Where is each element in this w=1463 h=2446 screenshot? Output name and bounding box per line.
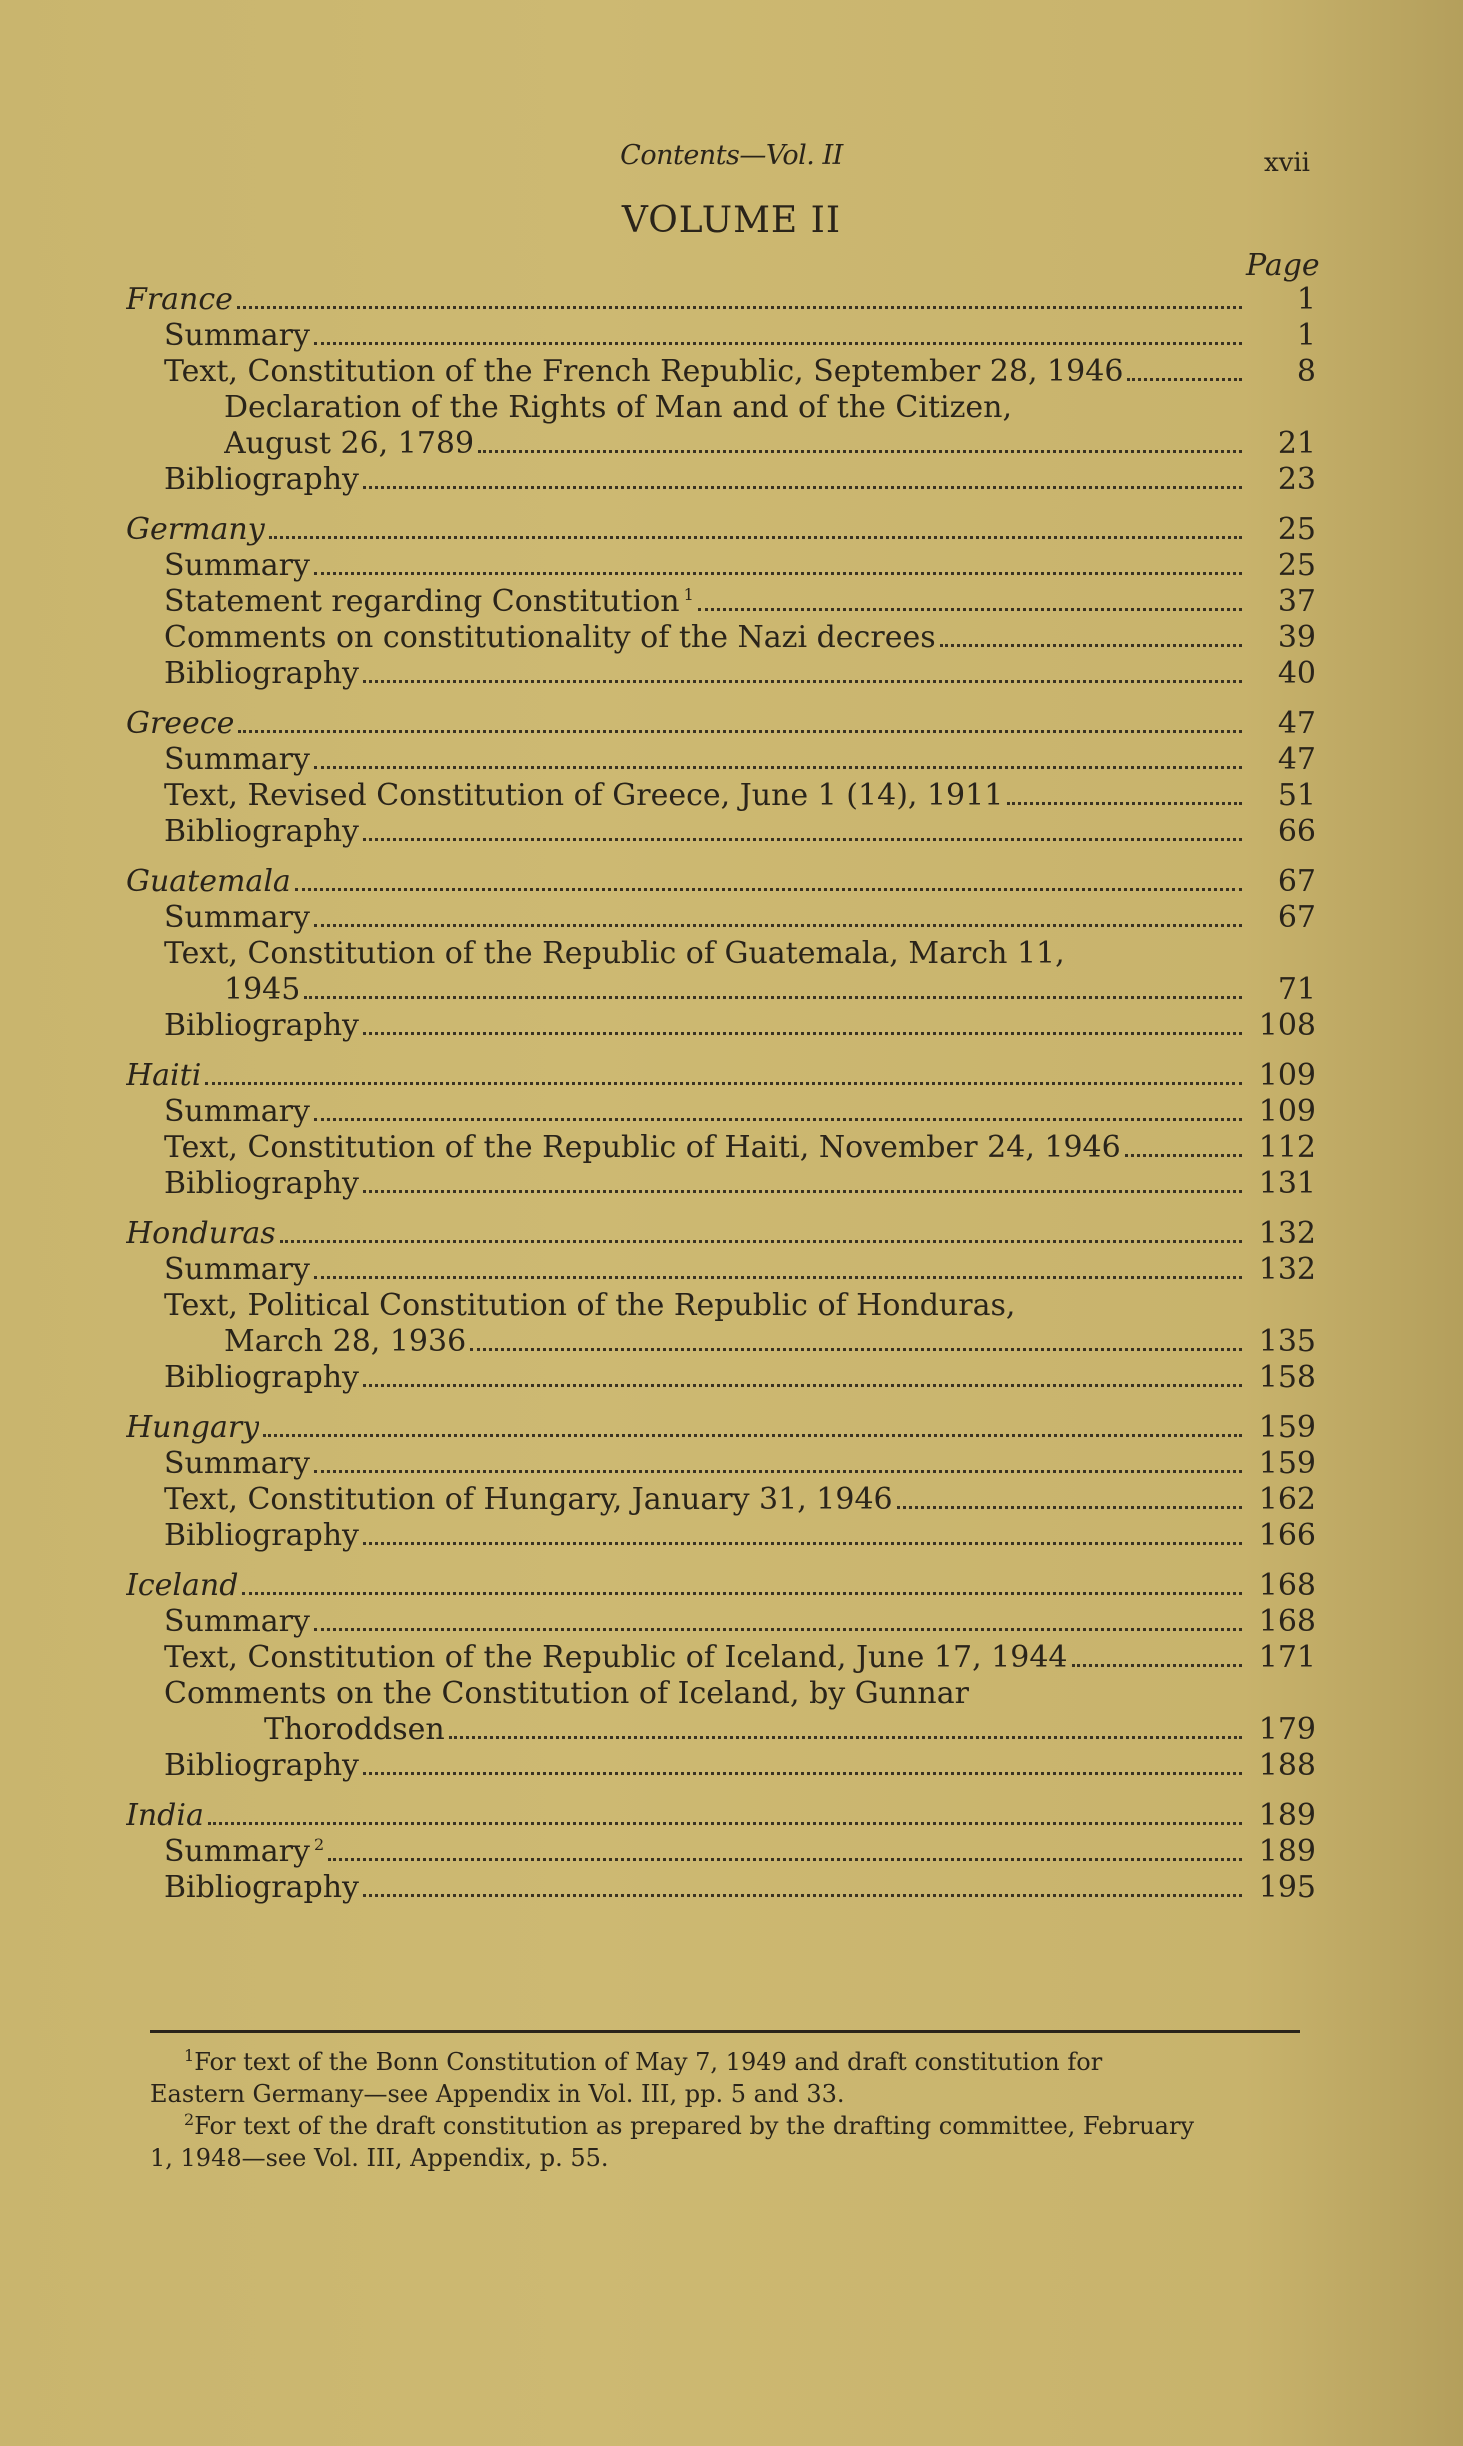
dot-leader: [314, 1628, 1242, 1631]
entry-label: [126, 1216, 276, 1252]
entry-text: Summary: [164, 1604, 310, 1639]
country-heading: [126, 512, 1316, 548]
entry-label: [164, 1482, 893, 1518]
footnote-ref: 1: [683, 585, 694, 604]
dot-leader: [295, 888, 1242, 891]
entry-label: [126, 512, 265, 548]
page-number: 168: [1258, 1568, 1316, 1603]
entry-text: Bibliography: [164, 656, 359, 691]
toc-section: [126, 1568, 1316, 1784]
dot-leader: [237, 306, 1242, 309]
page-number: 112: [1258, 1130, 1316, 1165]
toc-entry: [126, 1518, 1316, 1554]
page-number: 21: [1277, 426, 1316, 461]
entry-label: [164, 1834, 324, 1870]
page-number: 37: [1277, 584, 1316, 619]
page-column-label: Page: [1246, 248, 1320, 283]
dot-leader: [314, 924, 1242, 927]
dot-leader: [940, 644, 1242, 647]
toc-entry: [126, 462, 1316, 498]
country-heading: [126, 706, 1316, 742]
entry-text: Summary: [164, 318, 310, 353]
entry-text: Statement regarding Constitution: [164, 584, 680, 619]
entry-text: Text, Constitution of the Republic of Iceland, June 17, 1944: [164, 1640, 1068, 1675]
toc-entry: [126, 1482, 1316, 1518]
dot-leader: [363, 1190, 1242, 1193]
dot-leader: [363, 838, 1242, 841]
toc-entry: [126, 1834, 1316, 1870]
dot-leader: [363, 1032, 1242, 1035]
entry-first-line: Text, Constitution of the Republic of Guatemala, March 11,: [164, 936, 1065, 971]
entry-label: [126, 706, 234, 742]
dot-leader: [363, 1894, 1242, 1897]
entry-text: Text, Constitution of the French Republic, September 28, 1946: [164, 354, 1124, 389]
dot-leader: [1127, 378, 1242, 381]
page-number: 25: [1277, 548, 1316, 583]
entry-text: Guatemala: [126, 864, 291, 899]
dot-leader: [1007, 802, 1242, 805]
entry-label: [164, 462, 359, 498]
toc-entry: [126, 1640, 1316, 1676]
entry-text: Bibliography: [164, 462, 359, 497]
toc-entry: [126, 1130, 1316, 1166]
country-heading: [126, 864, 1316, 900]
dot-leader: [363, 486, 1242, 489]
entry-text: Honduras: [126, 1216, 276, 1251]
page-number: 39: [1277, 620, 1316, 655]
entry-label: [164, 778, 1003, 814]
footnote-line: 1, 1948—see Vol. III, Appendix, p. 55.: [150, 2144, 609, 2172]
dot-leader: [314, 1276, 1242, 1279]
toc-entry: [126, 1712, 1316, 1748]
dot-leader: [205, 1082, 1242, 1085]
page-number: 158: [1258, 1360, 1316, 1395]
toc-entry: [126, 426, 1316, 462]
footnote-rule: [150, 2030, 1300, 2033]
page-number: 162: [1258, 1482, 1316, 1517]
entry-first-line: Text, Political Constitution of the Republic of Honduras,: [164, 1288, 1016, 1323]
toc-entry: [126, 584, 1316, 620]
entry-label: [164, 1094, 310, 1130]
footnote-line: [150, 2046, 1310, 2078]
dot-leader: [314, 1118, 1242, 1121]
toc-entry: [126, 548, 1316, 584]
page-number: 159: [1258, 1446, 1316, 1481]
entry-text: Summary: [164, 1094, 310, 1129]
entry-text: Comments on constitutionality of the Nazi decrees: [164, 620, 936, 655]
entry-label: [164, 1360, 359, 1396]
toc-entry: [126, 1166, 1316, 1202]
toc-section: [126, 1216, 1316, 1396]
entry-text: Summary: [164, 900, 310, 935]
page-number: 1: [1296, 282, 1316, 317]
page-column-header: [126, 248, 1320, 283]
entry-text: Bibliography: [164, 1166, 359, 1201]
entry-label: [164, 1748, 359, 1784]
toc-entry: [126, 1748, 1316, 1784]
toc-entry: [126, 972, 1316, 1008]
dot-leader: [1072, 1664, 1242, 1667]
dot-leader: [363, 1384, 1242, 1387]
dot-leader: [314, 1470, 1242, 1473]
dot-leader: [478, 450, 1242, 453]
entry-label: [164, 1518, 359, 1554]
entry-label: [264, 1712, 445, 1748]
toc-entry: [126, 1008, 1316, 1044]
entry-label: [164, 1008, 359, 1044]
entry-text: Text, Constitution of the Republic of Haiti, November 24, 1946: [164, 1130, 1121, 1165]
entry-text: Summary: [164, 742, 310, 777]
page-number: 1: [1296, 318, 1316, 353]
footnote-text: For text of the draft constitution as prepared by the drafting committee, February: [194, 2112, 1194, 2140]
page-number: 131: [1258, 1166, 1316, 1201]
entry-text: Bibliography: [164, 1518, 359, 1553]
dot-leader: [363, 680, 1242, 683]
entry-label: [164, 1252, 310, 1288]
entry-text: Bibliography: [164, 1748, 359, 1783]
dot-leader: [208, 1822, 1242, 1825]
entry-text: Summary: [164, 548, 310, 583]
page-number: 166: [1258, 1518, 1316, 1553]
toc-section: [126, 706, 1316, 850]
entry-text: Greece: [126, 706, 235, 741]
entry-text: Bibliography: [164, 814, 359, 849]
page-number: 40: [1277, 656, 1316, 691]
toc-section: [126, 282, 1316, 498]
toc-entry: [126, 1360, 1316, 1396]
entry-label: [164, 656, 359, 692]
entry-label: [126, 1798, 204, 1834]
page-number: 189: [1258, 1834, 1316, 1869]
toc-section: [126, 1410, 1316, 1554]
dot-leader: [363, 1542, 1242, 1545]
entry-label: [164, 900, 310, 936]
toc-entry: [126, 620, 1316, 656]
entry-text: Iceland: [126, 1568, 239, 1603]
volume-title: VOLUME II: [621, 200, 842, 241]
entry-text: Hungary: [126, 1410, 260, 1445]
toc-section: [126, 512, 1316, 692]
page-number: 159: [1258, 1410, 1316, 1445]
page-number: 47: [1277, 706, 1316, 741]
toc-section: [126, 1798, 1316, 1906]
entry-label: [126, 1058, 201, 1094]
entry-text: Bibliography: [164, 1008, 359, 1043]
toc-entry: [126, 1252, 1316, 1288]
dot-leader: [328, 1858, 1242, 1861]
toc-entry: [126, 814, 1316, 850]
entry-text: Haiti: [126, 1058, 202, 1093]
entry-text: Germany: [126, 512, 265, 547]
toc-section: [126, 864, 1316, 1044]
toc-entry: [126, 900, 1316, 936]
entry-text: August 26, 1789: [224, 426, 475, 461]
entry-text: 1945: [224, 972, 301, 1007]
country-heading: [126, 282, 1316, 318]
page-number: 51: [1277, 778, 1316, 813]
toc-entry: [126, 1446, 1316, 1482]
entry-label: [164, 318, 310, 354]
toc-entry: [126, 1324, 1316, 1360]
footnote-marker: 2: [184, 2110, 195, 2129]
page-number: 171: [1258, 1640, 1316, 1675]
toc-entry: [126, 354, 1316, 390]
footnote-text: For text of the Bonn Constitution of May 7, 1949 and draft constitution for: [194, 2048, 1103, 2076]
entry-first-line: Comments on the Constitution of Iceland, by Gunnar: [164, 1676, 969, 1711]
entry-text: India: [126, 1798, 204, 1833]
entry-label: [164, 1640, 1068, 1676]
entry-text: March 28, 1936: [224, 1324, 467, 1359]
page-number: 135: [1258, 1324, 1316, 1359]
entry-text: Bibliography: [164, 1360, 359, 1395]
entry-text: Text, Constitution of Hungary, January 31, 1946: [164, 1482, 893, 1517]
dot-leader: [269, 536, 1242, 539]
entry-label: [164, 548, 310, 584]
dot-leader: [1125, 1154, 1242, 1157]
page-number: 168: [1258, 1604, 1316, 1639]
entry-label: [164, 354, 1123, 390]
entry-first-line: Declaration of the Rights of Man and of the Citizen,: [224, 390, 1013, 425]
footnote-line: Eastern Germany—see Appendix in Vol. III, pp. 5 and 33.: [150, 2080, 845, 2108]
page-number: 109: [1258, 1058, 1316, 1093]
dot-leader: [242, 1592, 1242, 1595]
page-number: 108: [1258, 1008, 1316, 1043]
entry-label: [164, 620, 936, 656]
country-heading: [126, 1568, 1316, 1604]
toc-section: [126, 1058, 1316, 1202]
page-number: 25: [1277, 512, 1316, 547]
dot-leader: [470, 1348, 1242, 1351]
country-heading: [126, 1216, 1316, 1252]
entry-label: [126, 864, 291, 900]
running-head: Contents—Vol. II: [620, 140, 843, 171]
dot-leader: [304, 996, 1242, 999]
toc-entry: [126, 318, 1316, 354]
page-number: 8: [1296, 354, 1316, 389]
entry-text: Summary: [164, 1834, 310, 1869]
dot-leader: [363, 1772, 1242, 1775]
dot-leader: [698, 608, 1242, 611]
page-number: 23: [1277, 462, 1316, 497]
toc-entry: [126, 778, 1316, 814]
page-number: 66: [1277, 814, 1316, 849]
toc-entry: [126, 1870, 1316, 1906]
page-folio: xvii: [1264, 148, 1310, 178]
entry-text: Text, Revised Constitution of Greece, June 1 (14), 1911: [164, 778, 1004, 813]
toc-entry: [126, 656, 1316, 692]
entry-label: [224, 1324, 466, 1360]
page-number: 179: [1258, 1712, 1316, 1747]
entry-label: [164, 1870, 359, 1906]
toc-entry: [126, 742, 1316, 778]
page-number: 47: [1277, 742, 1316, 777]
footnote-line: [150, 2110, 1310, 2142]
entry-label: [126, 282, 233, 318]
footnote-ref: 2: [313, 1835, 325, 1854]
dot-leader: [280, 1240, 1242, 1243]
footnote-marker: 1: [184, 2046, 195, 2065]
entry-label: [126, 1568, 238, 1604]
entry-label: [164, 1130, 1121, 1166]
entry-label: [164, 1604, 310, 1640]
entry-label: [164, 1446, 310, 1482]
entry-label: [164, 1166, 359, 1202]
page-number: 132: [1258, 1216, 1316, 1251]
page-number: 109: [1258, 1094, 1316, 1129]
page-number: 188: [1258, 1748, 1316, 1783]
entry-text: France: [126, 282, 233, 317]
contents-block: [126, 248, 1320, 1920]
dot-leader: [314, 572, 1242, 575]
page-number: 195: [1258, 1870, 1316, 1905]
entry-label: [224, 972, 300, 1008]
entry-text: Summary: [164, 1252, 310, 1287]
entry-text: Summary: [164, 1446, 310, 1481]
country-heading: [126, 1058, 1316, 1094]
country-heading: [126, 1798, 1316, 1834]
dot-leader: [263, 1434, 1242, 1437]
dot-leader: [314, 766, 1242, 769]
toc-entry: [126, 1604, 1316, 1640]
entry-label: [126, 1410, 259, 1446]
dot-leader: [449, 1736, 1242, 1739]
entry-label: [164, 814, 359, 850]
entry-label: [224, 426, 474, 462]
country-heading: [126, 1410, 1316, 1446]
entry-label: [164, 742, 310, 778]
dot-leader: [314, 342, 1242, 345]
page-number: 67: [1277, 864, 1316, 899]
page-number: 71: [1277, 972, 1316, 1007]
dot-leader: [238, 730, 1242, 733]
entry-text: Thoroddsen: [264, 1712, 445, 1747]
page-number: 132: [1258, 1252, 1316, 1287]
entry-text: Bibliography: [164, 1870, 359, 1905]
entry-label: [164, 584, 694, 620]
toc-entry: [126, 1094, 1316, 1130]
page-number: 189: [1258, 1798, 1316, 1833]
page-number: 67: [1277, 900, 1316, 935]
table-of-contents: [126, 282, 1316, 1906]
footnotes: [150, 2046, 1310, 2174]
dot-leader: [897, 1506, 1242, 1509]
